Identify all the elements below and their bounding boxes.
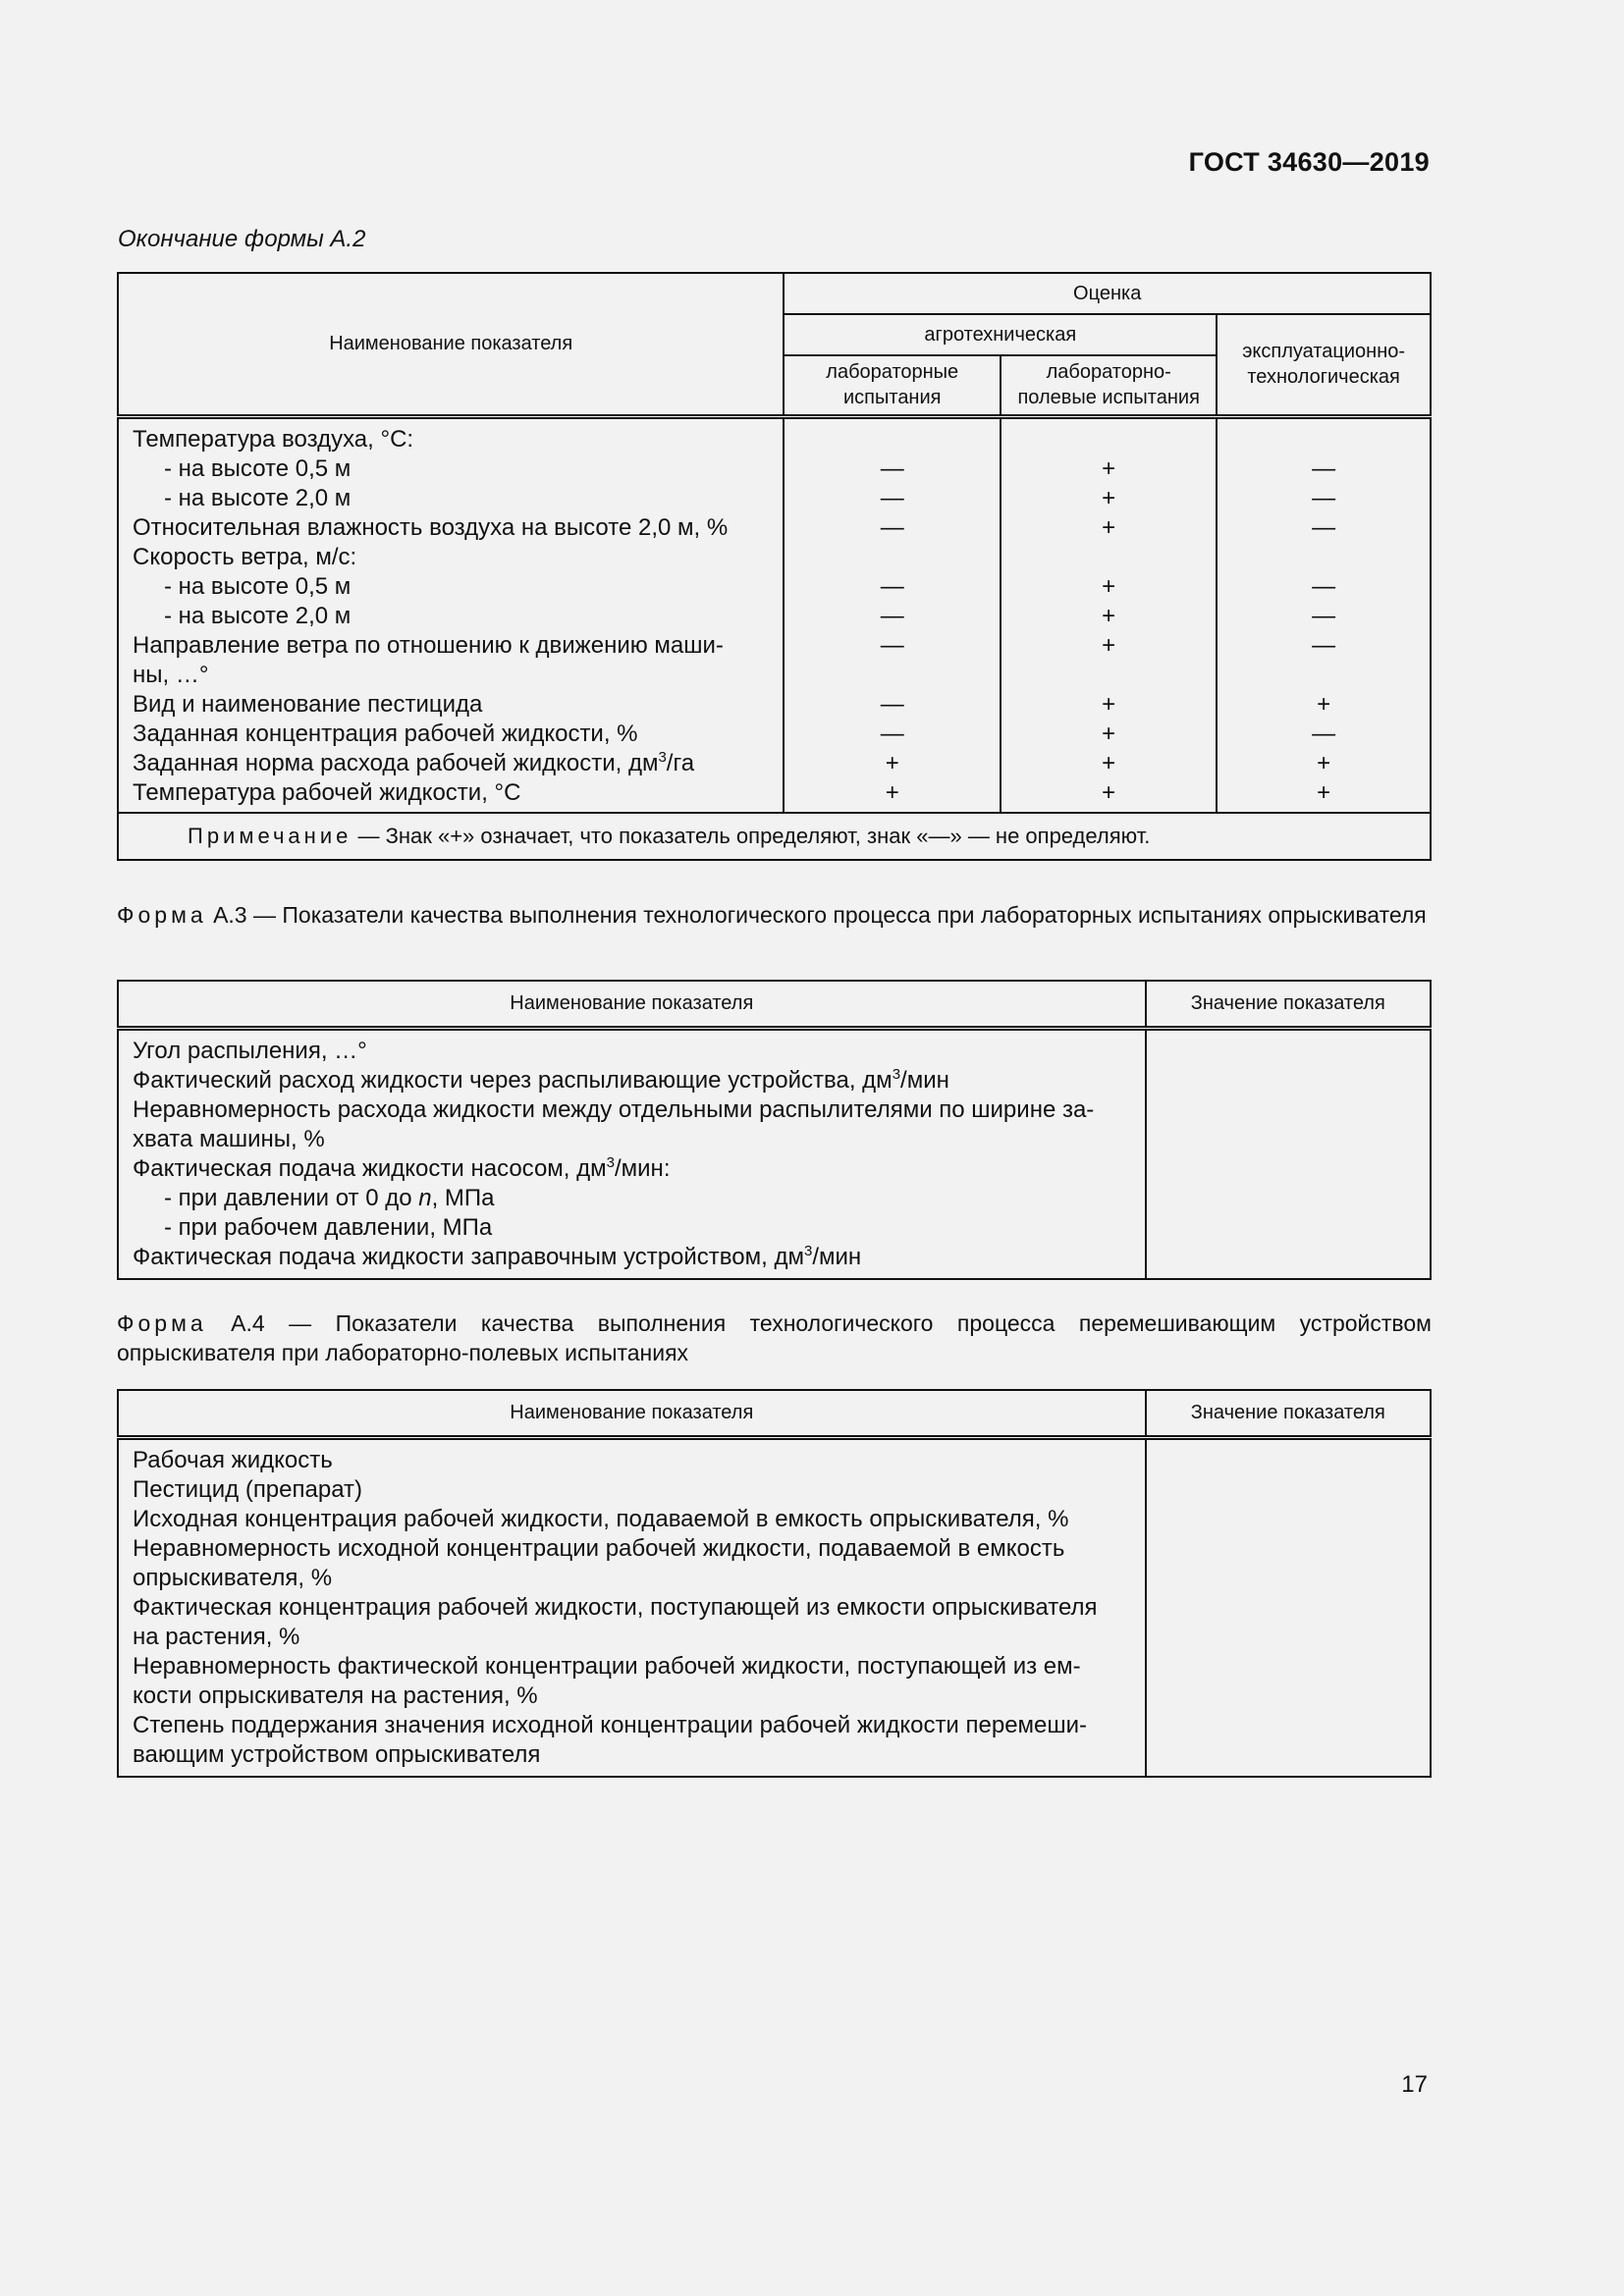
a4-row: Фактическая концентрация рабочей жидкости, поступающей из емкости опрыскивателя	[133, 1593, 1098, 1621]
a2-row-text: ны, …°	[133, 661, 209, 688]
a2-row-text: Направление ветра по отношению к движению маши-	[133, 631, 724, 659]
a2-field-mark: +	[1102, 720, 1116, 747]
a2-exp-mark: —	[1312, 454, 1336, 482]
a2-row-text: Температура воздуха, °С:	[133, 425, 414, 453]
a2-field-mark	[1001, 425, 1216, 454]
a2-row-text: - на высоте 2,0 м	[164, 602, 352, 629]
form-a3-caption	[117, 900, 1432, 930]
a2-row-name	[133, 661, 783, 690]
form-a3-caption-text: А.3 — Показатели качества выполнения технологического процесса при лабораторных испытаниях опрыскивателя	[206, 902, 1427, 928]
a2-exp-mark: —	[1312, 572, 1336, 600]
a2-row-sup: 3	[658, 748, 667, 766]
a3-row-after: /мин	[900, 1066, 949, 1094]
a2-row-name	[133, 602, 783, 631]
a2-exp-mark	[1218, 661, 1430, 690]
a4-row: Исходная концентрация рабочей жидкости, подаваемой в емкость опрыскивателя, %	[133, 1505, 1069, 1532]
a2-field-mark: +	[1102, 572, 1116, 600]
a2-row-text: Температура рабочей жидкости, °С	[133, 778, 521, 806]
table-a3	[117, 980, 1432, 1280]
a2-row-text: Вид и наименование пестицида	[133, 690, 483, 718]
a2-row-text: Относительная влажность воздуха на высоте 2,0 м, %	[133, 513, 729, 541]
a4-value-cell[interactable]	[1146, 1437, 1431, 1777]
standard-number: ГОСТ 34630—2019	[1188, 147, 1430, 177]
a2-lab-mark: —	[880, 454, 904, 482]
a2-lab-mark	[785, 543, 1000, 572]
note-text: — Знак «+» означает, что показатель определяют, знак «—» — не определяют.	[352, 823, 1151, 848]
a4-row: кости опрыскивателя на растения, %	[133, 1682, 538, 1709]
a3-value-cell[interactable]	[1146, 1028, 1431, 1279]
a2-field-mark: +	[1102, 484, 1116, 511]
a3-row	[133, 1066, 1145, 1095]
a2-field-mark: +	[1102, 513, 1116, 541]
col-name-header: Наименование показателя	[118, 273, 784, 416]
a2-exp-mark: +	[1317, 690, 1331, 718]
a2-lab-mark: —	[880, 720, 904, 747]
a2-lab-mark: —	[880, 484, 904, 511]
col-lab-header: лабораторные испытания	[784, 355, 1001, 416]
a2-lab-mark	[785, 661, 1000, 690]
a2-field-mark: +	[1102, 778, 1116, 806]
a2-exp-mark	[1218, 543, 1430, 572]
a3-row-text: Фактический расход жидкости через распыливающие устройства, дм	[133, 1066, 893, 1094]
a4-row: Неравномерность фактической концентрации рабочей жидкости, поступающей из ем-	[133, 1652, 1081, 1680]
a2-exp-mark: +	[1317, 749, 1331, 776]
a2-row-name	[133, 484, 783, 513]
a2-exp-mark: +	[1317, 778, 1331, 806]
a2-lab-mark: —	[880, 602, 904, 629]
a3-row-text: Неравномерность расхода жидкости между отдельными распылителями по ширине за-	[133, 1095, 1095, 1123]
a3-row-sup: 3	[803, 1242, 813, 1259]
form-a4-caption-text: А.4 — Показатели качества выполнения технологического процесса перемешивающим устройством опрыскивателя при лабораторно-полевых испытаниях	[117, 1310, 1432, 1365]
a2-lab-mark: —	[880, 690, 904, 718]
form-a3-label: Форма	[117, 902, 207, 928]
a2-exp-cell	[1217, 416, 1431, 813]
a4-row: Степень поддержания значения исходной концентрации рабочей жидкости перемеши-	[133, 1711, 1088, 1738]
a2-row-name	[133, 690, 783, 720]
a3-col-name: Наименование показателя	[118, 981, 1146, 1028]
a3-row-text: Фактическая подача жидкости заправочным устройством, дм	[133, 1243, 804, 1270]
a2-field-mark: +	[1102, 690, 1116, 718]
a3-row-text: Угол распыления, …°	[133, 1037, 367, 1064]
a3-row-sup: 3	[606, 1153, 615, 1171]
note-label: Примечание	[188, 823, 352, 848]
a3-row	[133, 1125, 1145, 1154]
a4-row: вающим устройством опрыскивателя	[133, 1740, 541, 1768]
a3-row	[133, 1154, 1145, 1184]
a4-col-value: Значение показателя	[1146, 1390, 1431, 1437]
a2-field-mark	[1001, 543, 1216, 572]
a2-field-mark: +	[1102, 602, 1116, 629]
a3-row-after: , МПа	[431, 1184, 495, 1211]
col-exp-header: эксплуатационно-технологическая	[1217, 314, 1431, 416]
a2-note	[118, 813, 1431, 860]
a2-lab-mark: +	[885, 778, 899, 806]
a3-row-text: - при давлении от 0 до	[164, 1184, 419, 1211]
a3-row-after: /мин:	[614, 1154, 671, 1182]
a3-row-text: хвата машины, %	[133, 1125, 325, 1152]
a2-row-text: Скорость ветра, м/с:	[133, 543, 357, 570]
a3-row	[133, 1037, 1145, 1066]
a2-row-name	[133, 631, 783, 661]
a2-field-cell	[1001, 416, 1217, 813]
a3-row-text: Фактическая подача жидкости насосом, дм	[133, 1154, 607, 1182]
a2-row-text: - на высоте 2,0 м	[164, 484, 352, 511]
a3-row	[133, 1184, 1145, 1213]
a2-exp-mark: —	[1312, 631, 1336, 659]
a4-row: на растения, %	[133, 1623, 300, 1650]
a4-row: опрыскивателя, %	[133, 1564, 333, 1591]
page-number: 17	[1401, 2071, 1428, 2098]
a3-row-sup: 3	[892, 1065, 901, 1083]
continuation-title: Окончание формы А.2	[118, 226, 366, 252]
a2-exp-mark: —	[1312, 602, 1336, 629]
a3-row	[133, 1213, 1145, 1243]
col-rating-header: Оценка	[784, 273, 1431, 314]
col-labfield-header: лабораторно-полевые испытания	[1001, 355, 1217, 416]
a2-lab-mark: —	[880, 572, 904, 600]
a2-field-mark: +	[1102, 631, 1116, 659]
a3-names-cell	[118, 1028, 1146, 1279]
a2-row-after: /га	[666, 749, 695, 776]
a2-row-name	[133, 543, 783, 572]
a3-row	[133, 1243, 1145, 1272]
a2-row-name	[133, 749, 783, 778]
a2-row-name	[133, 513, 783, 543]
a2-exp-mark: —	[1312, 513, 1336, 541]
a4-row: Неравномерность исходной концентрации рабочей жидкости, подаваемой в емкость	[133, 1534, 1065, 1562]
col-agro-header: агротехническая	[784, 314, 1217, 355]
a2-row-name	[133, 720, 783, 749]
a2-row-name	[133, 454, 783, 484]
a3-row	[133, 1095, 1145, 1125]
a2-lab-mark: —	[880, 513, 904, 541]
a2-exp-mark	[1218, 425, 1430, 454]
a2-row-text: Заданная норма расхода рабочей жидкости, дм	[133, 749, 659, 776]
a4-row: Рабочая жидкость	[133, 1446, 333, 1473]
a2-lab-cell	[784, 416, 1001, 813]
a4-names-cell	[118, 1437, 1146, 1777]
a2-field-mark: +	[1102, 749, 1116, 776]
table-a4	[117, 1389, 1432, 1778]
a2-exp-mark: —	[1312, 484, 1336, 511]
a2-field-mark	[1001, 661, 1216, 690]
table-a2	[117, 272, 1432, 861]
a3-row-text: - при рабочем давлении, МПа	[164, 1213, 493, 1241]
a2-lab-mark	[785, 425, 1000, 454]
a3-row-italic: n	[418, 1184, 432, 1211]
a2-field-mark: +	[1102, 454, 1116, 482]
a2-lab-mark: —	[880, 631, 904, 659]
a2-row-name	[133, 778, 783, 808]
form-a4-caption	[117, 1308, 1432, 1367]
a2-row-text: - на высоте 0,5 м	[164, 572, 352, 600]
a2-lab-mark: +	[885, 749, 899, 776]
a2-row-text: Заданная концентрация рабочей жидкости, %	[133, 720, 638, 747]
form-a4-label: Форма	[117, 1310, 207, 1336]
a3-row-after: /мин	[812, 1243, 862, 1270]
a2-exp-mark: —	[1312, 720, 1336, 747]
a2-row-text: - на высоте 0,5 м	[164, 454, 352, 482]
a3-col-value: Значение показателя	[1146, 981, 1431, 1028]
a4-row: Пестицид (препарат)	[133, 1475, 362, 1503]
a2-names-cell	[118, 416, 784, 813]
a2-row-name	[133, 425, 783, 454]
a2-row-name	[133, 572, 783, 602]
a4-col-name: Наименование показателя	[118, 1390, 1146, 1437]
